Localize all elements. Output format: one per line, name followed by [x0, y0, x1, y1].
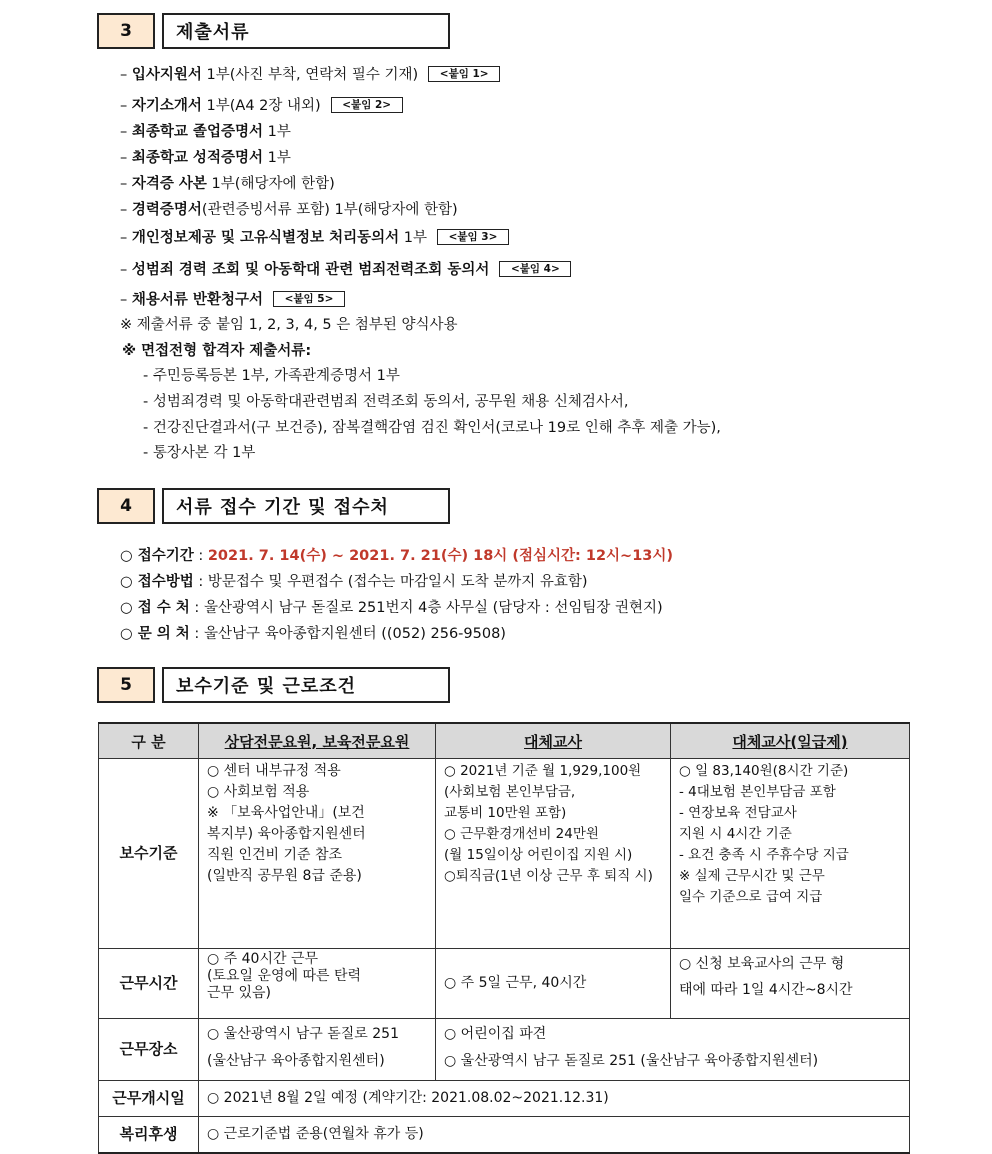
- table-row-place: [99, 1019, 910, 1081]
- place-counselor: [199, 1019, 436, 1081]
- document-name: 입사지원서: [131, 67, 202, 83]
- table-header-row: [99, 723, 910, 759]
- cell-line: ○ 일 83,140원(8시간 기준): [679, 763, 849, 779]
- cell-line: ○퇴직금(1년 이상 근무 후 퇴직 시): [444, 868, 653, 884]
- hours-substitute: [436, 949, 671, 1019]
- attachment-tag: <붙임 3>: [437, 229, 509, 245]
- document-name: 성범죄 경력 조회 및 아동학대 관련 범죄전력조회 동의서: [131, 262, 490, 278]
- place-value: 울산광역시 남구 돋질로 251번지 4층 사무실 (담당자 : 선임팀장 권현지): [203, 600, 663, 616]
- cell-line: 복지부) 육아종합지원센터: [207, 826, 366, 842]
- table-row-hours: [99, 949, 910, 1019]
- welfare-value: ○ 근로기준법 준용(연월차 휴가 등): [199, 1117, 910, 1153]
- attachment-tag: <붙임 2>: [331, 97, 403, 113]
- interview-doc-item: - 성범죄경력 및 아동학대관련범죄 전력조회 동의서, 공무원 채용 신체검사서,: [143, 394, 629, 410]
- cell-line: 태에 따라 1일 4시간~8시간: [679, 982, 853, 998]
- bullet-dash: –: [120, 98, 132, 114]
- table-row-start: [99, 1081, 910, 1117]
- cell-line: (월 15일이상 어린이집 지원 시): [444, 847, 633, 863]
- period-label: ○ 접수기간: [120, 548, 194, 564]
- cell-line: 근무 있음): [207, 985, 272, 1001]
- header-substitute: 대체교사: [436, 723, 671, 759]
- cell-line: ※ 실제 근무시간 및 근무: [679, 868, 825, 884]
- document-item: [120, 290, 345, 310]
- cell-line: (토요일 운영에 따른 탄력: [207, 968, 362, 984]
- document-name: 채용서류 반환청구서: [131, 292, 263, 308]
- cell-line: (울산남구 육아종합지원센터): [207, 1053, 385, 1069]
- table-row-welfare: [99, 1117, 910, 1153]
- cell-line: (일반직 공무원 8급 준용): [207, 868, 362, 884]
- attachment-tag: <붙임 1>: [428, 66, 500, 82]
- conditions-table: [98, 722, 910, 1154]
- reception-place: ○ 접 수 처 : 울산광역시 남구 돋질로 251번지 4층 사무실 (담당자 : 선임팀장 권현지): [120, 600, 663, 616]
- header-counselor: 상담전문요원, 보육전문요원: [199, 723, 436, 759]
- cell-line: ○ 신청 보육교사의 근무 형: [679, 956, 845, 972]
- pay-substitute: [436, 759, 671, 949]
- cell-line: 일수 기준으로 급여 지급: [679, 889, 823, 905]
- section-4-header: [97, 488, 450, 524]
- bullet-dash: –: [120, 176, 132, 192]
- cell-line: ○ 2021년 기준 월 1,929,100원: [444, 763, 642, 779]
- interview-doc-item: - 통장사본 각 1부: [143, 445, 256, 461]
- cell-line: (사회보험 본인부담금,: [444, 784, 576, 800]
- bullet-dash: –: [120, 262, 132, 278]
- document-item: [120, 200, 458, 220]
- place-label: ○ 접 수 처: [120, 600, 190, 616]
- hours-counselor: [199, 949, 436, 1019]
- cell-line: ※ 「보육사업안내」(보건: [207, 805, 365, 821]
- attachment-tag: <붙임 4>: [499, 261, 571, 277]
- document-detail: 1부: [262, 124, 291, 140]
- method-value: 방문접수 및 우편접수 (접수는 마감일시 도착 분까지 유효함): [207, 574, 588, 590]
- document-detail: 1부(해당자에 한함): [206, 176, 335, 192]
- cell-line: ○ 근무환경개선비 24만원: [444, 826, 599, 842]
- period-value: 2021. 7. 14(수) ~ 2021. 7. 21(수) 18시 (점심시간: 12시~13시): [207, 548, 674, 564]
- document-detail: 1부: [262, 150, 291, 166]
- pay-counselor: [199, 759, 436, 949]
- pay-substitute-daily: [671, 759, 910, 949]
- document-name: 경력증명서: [131, 202, 202, 218]
- cell-line: - 요건 충족 시 주휴수당 지급: [679, 847, 849, 863]
- place-substitute: [436, 1019, 910, 1081]
- document-detail: (관련증빙서류 포함) 1부(해당자에 한함): [201, 202, 458, 218]
- row-label: 보수기준: [99, 759, 199, 949]
- document-detail: 1부: [399, 230, 427, 246]
- section-title: 제출서류: [162, 13, 450, 49]
- cell-line: ○ 울산광역시 남구 돋질로 251 (울산남구 육아종합지원센터): [444, 1053, 819, 1069]
- interview-doc-item: - 주민등록등본 1부, 가족관계증명서 1부: [143, 368, 400, 384]
- start-value: ○ 2021년 8월 2일 예정 (계약기간: 2021.08.02~2021.12.31): [199, 1081, 910, 1117]
- section-number: 5: [97, 667, 155, 703]
- cell-line: 교통비 10만원 포함): [444, 805, 567, 821]
- bullet-dash: –: [120, 150, 132, 166]
- cell-line: ○ 주 5일 근무, 40시간: [444, 975, 587, 991]
- section-number: 3: [97, 13, 155, 49]
- contact-value: 울산남구 육아종합지원센터 ((052) 256-9508): [203, 626, 506, 642]
- row-label: 복리후생: [99, 1117, 199, 1153]
- cell-line: ○ 어린이집 파견: [444, 1026, 547, 1042]
- attachment-note: ※ 제출서류 중 붙임 1, 2, 3, 4, 5 은 첨부된 양식사용: [120, 317, 458, 333]
- row-label: 근무개시일: [99, 1081, 199, 1117]
- document-detail: 1부(A4 2장 내외): [201, 98, 321, 114]
- row-label: 근무시간: [99, 949, 199, 1019]
- document-detail: 1부(사진 부착, 연락처 필수 기재): [201, 67, 419, 83]
- document-name: 최종학교 성적증명서: [131, 150, 263, 166]
- document-item: [120, 96, 403, 116]
- cell-line: ○ 울산광역시 남구 돋질로 251: [207, 1026, 399, 1042]
- document-name: 자기소개서: [131, 98, 202, 114]
- document-item: [120, 260, 571, 280]
- bullet-dash: –: [120, 292, 132, 308]
- cell-line: - 4대보험 본인부담금 포함: [679, 784, 836, 800]
- document-item: [120, 174, 335, 194]
- header-category: 구 분: [99, 723, 199, 759]
- cell-line: 직원 인건비 기준 참조: [207, 847, 343, 863]
- reception-contact: ○ 문 의 처 : 울산남구 육아종합지원센터 ((052) 256-9508): [120, 626, 506, 642]
- table-row-pay: [99, 759, 910, 949]
- document-item: [120, 65, 500, 85]
- row-label: 근무장소: [99, 1019, 199, 1081]
- document-name: 자격증 사본: [131, 176, 207, 192]
- attachment-tag: <붙임 5>: [273, 291, 345, 307]
- cell-line: ○ 센터 내부규정 적용: [207, 763, 341, 779]
- bullet-dash: –: [120, 230, 132, 246]
- section-number: 4: [97, 488, 155, 524]
- interview-docs-heading: ※ 면접전형 합격자 제출서류:: [122, 343, 312, 359]
- hours-substitute-daily: [671, 949, 910, 1019]
- header-substitute-daily: 대체교사(일급제): [671, 723, 910, 759]
- section-title: 서류 접수 기간 및 접수처: [162, 488, 450, 524]
- bullet-dash: –: [120, 67, 132, 83]
- bullet-dash: –: [120, 124, 132, 140]
- section-3-header: [97, 13, 450, 49]
- reception-method: ○ 접수방법 : 방문접수 및 우편접수 (접수는 마감일시 도착 분까지 유효함): [120, 574, 588, 590]
- cell-line: - 연장보육 전담교사: [679, 805, 797, 821]
- reception-period: ○ 접수기간 : 2021. 7. 14(수) ~ 2021. 7. 21(수) 18시 (점심시간: 12시~13시): [120, 548, 674, 564]
- document-item: [120, 122, 291, 142]
- document-item: [120, 148, 291, 168]
- cell-line: ○ 사회보험 적용: [207, 784, 310, 800]
- section-5-header: [97, 667, 450, 703]
- cell-line: ○ 주 40시간 근무: [207, 951, 319, 967]
- method-label: ○ 접수방법: [120, 574, 194, 590]
- bullet-dash: –: [120, 202, 132, 218]
- interview-doc-item: - 건강진단결과서(구 보건증), 잠복결핵감염 검진 확인서(코로나 19로 인해 추후 제출 가능),: [143, 420, 721, 436]
- document-name: 개인정보제공 및 고유식별정보 처리동의서: [131, 230, 400, 246]
- document-name: 최종학교 졸업증명서: [131, 124, 263, 140]
- document-item: [120, 228, 509, 248]
- cell-line: 지원 시 4시간 기준: [679, 826, 792, 842]
- section-title: 보수기준 및 근로조건: [162, 667, 450, 703]
- contact-label: ○ 문 의 처: [120, 626, 190, 642]
